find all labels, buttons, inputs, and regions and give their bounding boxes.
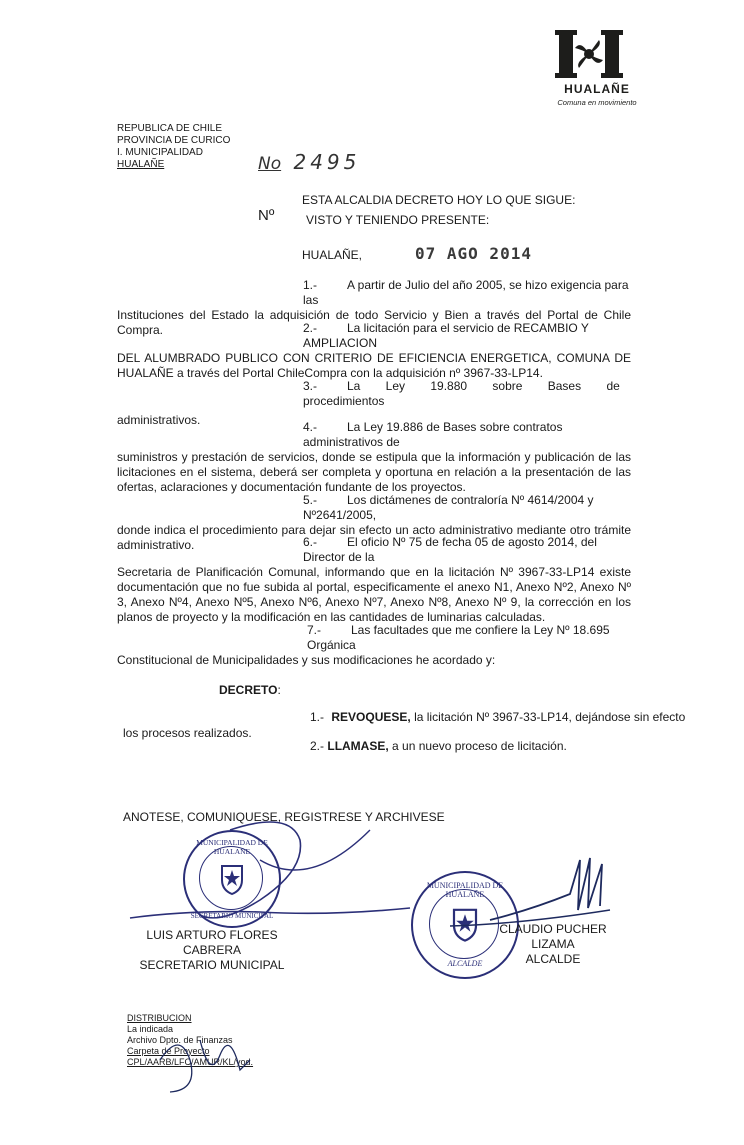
- signer-title: SECRETARIO MUNICIPAL: [139, 958, 285, 972]
- seal-text: SECRETARIO MUNICIPAL: [190, 912, 274, 920]
- decreto-heading: [219, 683, 281, 698]
- header-line: I. MUNICIPALIDAD: [117, 147, 203, 158]
- header-line: REPUBLICA DE CHILE: [117, 123, 223, 134]
- item-first-line: Los dictámenes de contraloría Nº 4614/2004 y Nº2641/2005,: [303, 493, 594, 522]
- header-line: PROVINCIA DE CURICO: [117, 135, 231, 146]
- resolution-num: 2.-: [310, 739, 325, 753]
- decree-number-prefix: No: [258, 154, 282, 174]
- item-first-line: La Ley 19.886 de Bases sobre contratos administrativos de: [303, 420, 563, 449]
- seal-text: ALCALDE: [447, 959, 483, 968]
- decreto-colon: :: [277, 683, 281, 697]
- resolution-2: [310, 739, 567, 754]
- item-text: Instituciones del Estado la adquisición de todo Servicio y Bien a través del Portal de Chile Compra.: [117, 308, 631, 337]
- item-first-line: Las facultades que me confiere la Ley Nº 18.695 Orgánica: [307, 623, 610, 652]
- distribution-item: Carpeta de Proyecto: [127, 1046, 210, 1056]
- resolution-num: 1.-: [310, 710, 325, 724]
- item-num: 6.-: [303, 535, 318, 549]
- item-num: 2.-: [303, 321, 318, 335]
- item-num: 7.-: [307, 623, 322, 637]
- closing-formula: ANOTESE, COMUNIQUESE, REGISTRESE Y ARCHIVESE: [123, 810, 445, 824]
- hualane-logo: [553, 28, 641, 114]
- intro-line-1: ESTA ALCALDIA DECRETO HOY LO QUE SIGUE:: [302, 193, 576, 207]
- initials-scribble: [150, 1020, 270, 1100]
- item-first-line: A partir de Julio del año 2005, se hizo exigencia para las: [303, 278, 629, 307]
- hualane-logo-icon: [553, 28, 641, 80]
- item-2: [117, 321, 631, 381]
- resolution-text: la licitación Nº 3967-33-LP14, dejándose sin efecto: [414, 710, 686, 724]
- letterhead: [117, 123, 277, 171]
- signature-right: [483, 922, 623, 967]
- resolution-1: [310, 710, 685, 725]
- item-text: Secretaria de Planificación Comunal, informando que en la licitación Nº 3967-33-LP14 existe documentación que no fue subida al portal, especificamente el anexo N1, Anexo Nº2, Anexo Nº 3, Anexo Nº4, Anexo Nº5, Anexo Nº6, Anexo Nº7, Anexo Nº8, Anexo Nº 9, la corrección en los planos de proyecto y la modificación en las cantidades de luminarias calculadas.: [117, 565, 631, 624]
- date-stamp: 07 AGO 2014: [415, 244, 532, 263]
- item-7: [117, 623, 631, 668]
- signer-name: CLAUDIO PUCHER LIZAMA: [499, 922, 607, 951]
- item-text: Constitucional de Municipalidades y sus modificaciones he acordado y:: [117, 653, 496, 667]
- resolution-1-cont: los procesos realizados.: [123, 726, 252, 740]
- item-text: donde indica el procedimiento para dejar sin efecto un acto administrativo mediante otro trámite administrativo.: [117, 523, 631, 552]
- item-num: 1.-: [303, 278, 318, 292]
- item-num: 5.-: [303, 493, 318, 507]
- item-first-line: La licitación para el servicio de RECAMBIO Y AMPLIACION: [303, 321, 589, 350]
- decreto-title: DECRETO: [219, 683, 278, 697]
- intro-line-2: VISTO Y TENIENDO PRESENTE:: [306, 213, 490, 227]
- distribution-item: La indicada: [127, 1024, 174, 1034]
- logo-tagline: Comuna en movimiento: [557, 98, 637, 107]
- item-first-line: El oficio Nº 75 de fecha 05 de agosto 2014, del Director de la: [303, 535, 597, 564]
- signature-left-scribble: [110, 800, 430, 940]
- item-num: 4.-: [303, 420, 318, 434]
- signer-title: ALCALDE: [525, 952, 581, 966]
- resolution-verb: REVOQUESE,: [331, 710, 411, 724]
- signer-name: LUIS ARTURO FLORES CABRERA: [146, 928, 278, 957]
- seal-text: MUNICIPALIDAD DE HUALAÑE: [196, 838, 268, 856]
- item-4: [117, 420, 631, 495]
- logo-name: HUALAÑE: [564, 82, 630, 96]
- resolution-text: a un nuevo proceso de licitación.: [392, 739, 567, 753]
- item-text: DEL ALUMBRADO PUBLICO CON CRITERIO DE EFICIENCIA ENERGETICA, COMUNA DE HUALAÑE a través del Portal ChileCompra con la adquisición nº 3967-33-LP14.: [117, 351, 631, 380]
- place: HUALAÑE,: [302, 248, 363, 262]
- header-line: HUALAÑE: [117, 159, 165, 170]
- decree-number: [258, 150, 360, 174]
- decree-number-value: 2495: [293, 150, 361, 174]
- distribution-item: CPL/AARB/LFC/AMUR/KL/yod.: [127, 1057, 254, 1067]
- item-text: administrativos.: [117, 413, 201, 427]
- distribution-title: DISTRIBUCION: [127, 1013, 192, 1023]
- signature-left: [127, 928, 297, 973]
- distribution-item: Archivo Dpto. de Finanzas: [127, 1035, 233, 1045]
- no-symbol: Nº: [258, 207, 275, 224]
- item-num: 3.-: [303, 379, 318, 393]
- item-first-line: La Ley 19.880 sobre Bases de procedimientos: [303, 379, 620, 408]
- item-6: [117, 535, 631, 625]
- resolution-verb: LLAMASE,: [327, 739, 389, 753]
- seal-text: MUNICIPALIDAD DE HUALAÑE: [426, 881, 504, 899]
- item-text: suministros y prestación de servicios, donde se estipula que la información y publicación de las licitaciones en el sistema, deberá ser completa y oportuna en relación a la presentación de las ofertas, aclaraciones y documentación fundante de los proyectos.: [117, 450, 631, 494]
